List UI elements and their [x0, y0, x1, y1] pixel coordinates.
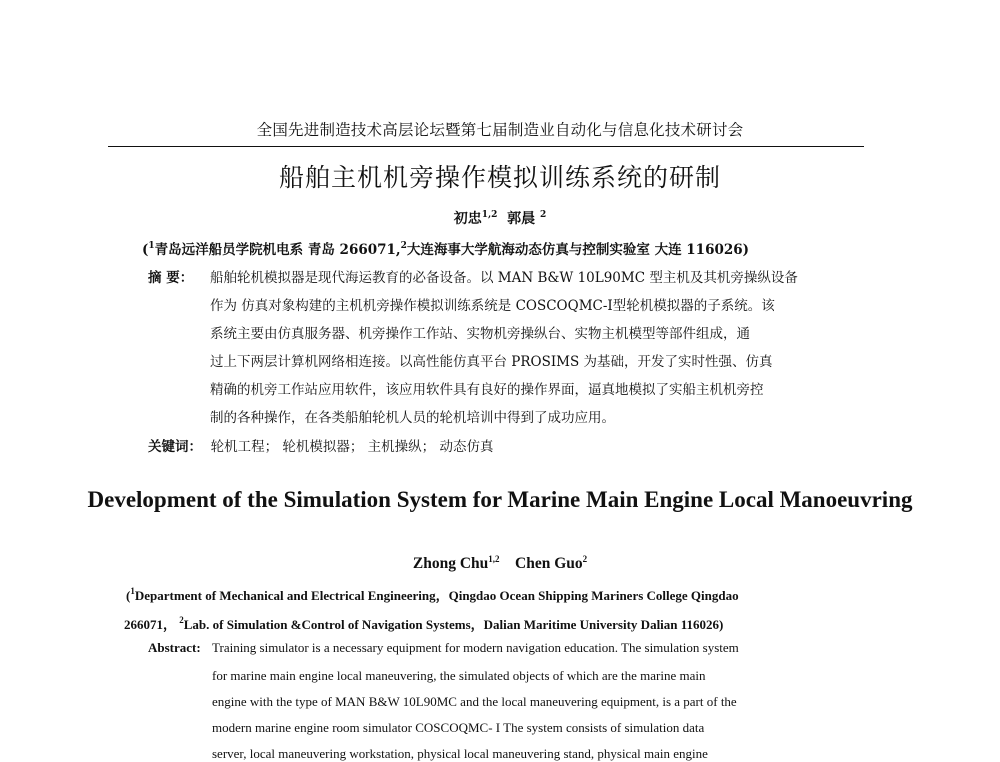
affil-en-sup-1: 1: [130, 586, 135, 596]
paper-title-cn: 船舶主机机旁操作模拟训练系统的研制: [278, 163, 721, 192]
author-cn-1-sup: 1,2: [481, 210, 498, 220]
affil-en-text-1: Department of Mechanical and Electrical Engineering，Qingdao Ocean Shipping Mariners College Qingdao: [134, 588, 739, 603]
abstract-cn-line: 作为 仿真对象构建的主机机旁操作模拟训练系统是 COSCOQMC-Ⅰ型轮机模拟器的子系统。该: [210, 298, 775, 314]
affiliation-en-line-1: [126, 585, 739, 604]
author-en-2-sup: 2: [582, 554, 588, 564]
authors-cn: [0, 208, 1000, 228]
affil-open: (: [142, 242, 149, 258]
keywords-cn-list: 轮机工程； 轮机模拟器； 主机操纵； 动态仿真: [210, 439, 494, 455]
authors-en: [0, 554, 1000, 573]
paper-title-en: Development of the Simulation System for Marine Main Engine Local Manoeuvring: [87, 487, 913, 512]
keywords-label-cn: 关键词：: [148, 439, 202, 455]
conference-header: 全国先进制造技术高层论坛暨第七届制造业自动化与信息化技术研讨会: [256, 121, 744, 139]
affil-en-open: (: [126, 588, 131, 603]
author-en-1-sup: 1,2: [488, 554, 500, 564]
abstract-cn-line: 精确的机旁工作站应用软件，该应用软件具有良好的操作界面，逼真地模拟了实船主机机旁控: [210, 382, 764, 398]
header-rule: [108, 146, 864, 147]
abstract-en-line: for marine main engine local maneuvering, the simulated objects of which are the marine main: [212, 668, 706, 683]
author-cn-2: 郭晨: [507, 211, 536, 227]
affil-sup-1: 1: [148, 241, 155, 251]
keywords-cn: [148, 435, 493, 455]
abstract-en-line: engine with the type of MAN B&W 10L90MC and the local maneuvering equipment, is a part of the: [212, 694, 737, 709]
author-cn-2-sup: 2: [540, 210, 547, 220]
author-cn-1: 初忠: [453, 211, 482, 227]
abstract-cn-line: 系统主要由仿真服务器、机旁操作工作站、实物机旁操纵台、实物主机模型等部件组成，通: [210, 326, 750, 342]
abstract-label-cn: 摘 要：: [148, 270, 194, 286]
abstract-label-en: Abstract:: [148, 640, 201, 655]
abstract-en-line: server, local maneuvering workstation, physical local maneuvering stand, physical main engine: [212, 746, 708, 761]
abstract-en-line: modern marine engine room simulator COSCOQMC- I The system consists of simulation data: [212, 720, 705, 735]
abstract-cn-line: 过上下两层计算机网络相连接。以高性能仿真平台 PROSIMS 为基础，开发了实时性强、仿真: [210, 354, 773, 370]
affil-sup-2: 2: [400, 241, 407, 251]
affil-part-1: 青岛远洋船员学院机电系 青岛 266071,: [154, 242, 401, 258]
affiliation-cn: [142, 238, 749, 258]
author-en-2: Chen Guo: [515, 555, 583, 572]
affiliation-en-line-2: [124, 614, 723, 633]
affil-part-2: 大连海事大学航海动态仿真与控制实验室 大连 116026): [406, 242, 750, 258]
abstract-cn-line: 船舶轮机模拟器是现代海运教育的必备设备。以 MAN B&W 10L90MC 型主机及其机旁操纵设备: [210, 270, 798, 286]
affil-en-sup-2: 2: [179, 615, 184, 625]
author-en-1: Zhong Chu: [412, 555, 489, 572]
abstract-cn-line: 制的各种操作，在各类船舶轮机人员的轮机培训中得到了成功应用。: [210, 410, 615, 426]
affil-en-text-2a: 266071，: [124, 617, 177, 632]
affil-en-text-2b: Lab. of Simulation &Control of Navigation Systems，Dalian Maritime University Dalian 116026): [183, 617, 724, 632]
abstract-en-line: Training simulator is a necessary equipment for modern navigation education. The simulation system: [212, 640, 739, 655]
